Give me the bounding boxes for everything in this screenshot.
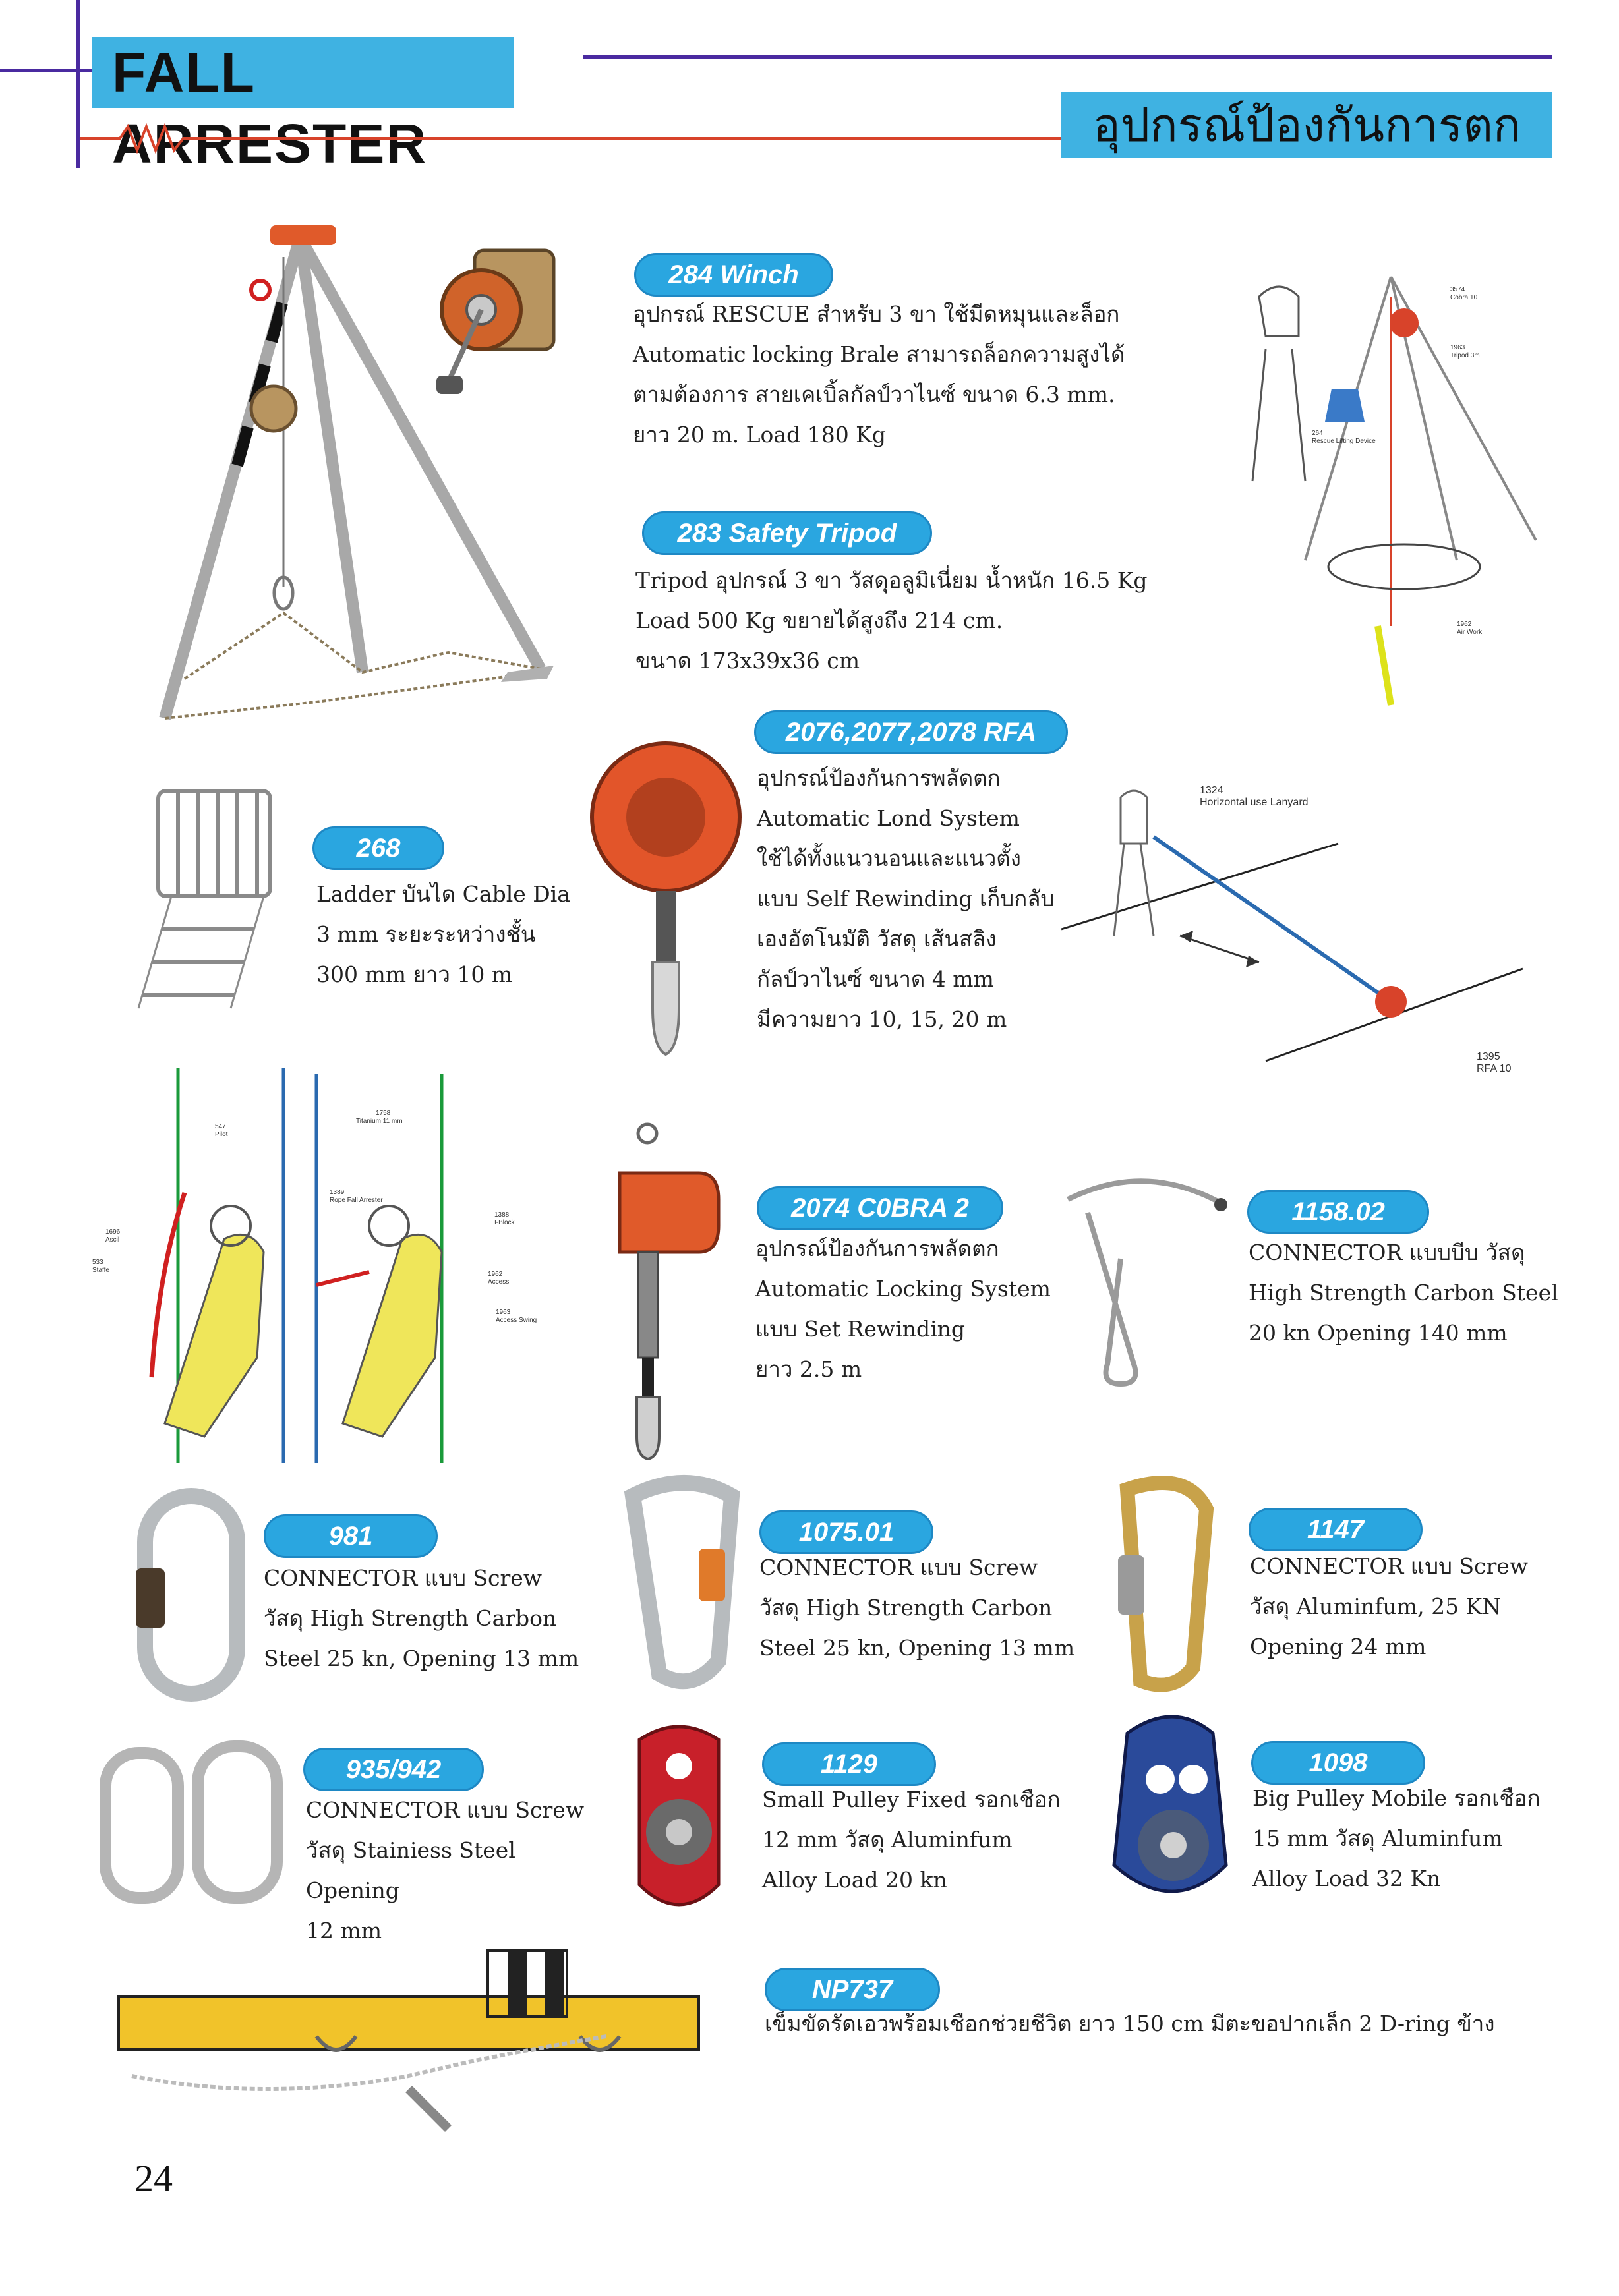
header-top-rule-right: [583, 55, 1552, 59]
diagram-label: 264: [1312, 430, 1323, 437]
diagram-label: Rescue Lifting Device: [1312, 438, 1376, 445]
desc-line: Alloy Load 20 kn: [762, 1867, 947, 1893]
desc-line: อุปกรณ์ RESCUE สำหรับ 3 ขา ใช้มีดหมุนและล็อก: [633, 301, 1120, 327]
diagram-label: Tripod 3m: [1450, 352, 1480, 359]
diagram-label: 1962: [1457, 621, 1472, 628]
product-desc-283: [635, 560, 1183, 681]
desc-line: 12 mm วัสดุ Aluminfum: [762, 1827, 1013, 1852]
quick-link-image: [99, 1740, 297, 1911]
desc-line: CONNECTOR แบบ Screw: [306, 1797, 585, 1823]
desc-line: อุปกรณ์ป้องกันการพลัดตก: [757, 765, 1001, 791]
page-number: 24: [134, 2157, 173, 2200]
desc-line: วัสดุ High Strength Carbon: [264, 1605, 557, 1631]
desc-line: เองอัตโนมัติ วัสดุ เส้นสลิง: [757, 926, 997, 952]
desc-line: วัสดุ Stainiess Steel Opening: [306, 1837, 515, 1903]
desc-line: Small Pulley Fixed รอกเชือก: [762, 1787, 1061, 1812]
product-code-935-942: 935/942: [303, 1748, 484, 1791]
diagram-label: 1758: [376, 1110, 391, 1117]
rope-access-diagram: [92, 1068, 554, 1476]
diagram-label: Cobra 10: [1450, 294, 1478, 301]
safety-belt-image: [119, 1937, 725, 2155]
diagram-label: RFA 10: [1477, 1063, 1512, 1074]
desc-line: ยาว 2.5 m: [755, 1356, 862, 1382]
product-desc-268: [316, 874, 606, 994]
product-code-1129: 1129: [762, 1742, 936, 1786]
rfa-horizontal-diagram: [1061, 778, 1536, 1087]
desc-line: ตามต้องการ สายเคเบิ้ลกัลป์วาไนซ์ ขนาด 6.3 mm.: [633, 382, 1115, 407]
product-code-1075-01: 1075.01: [759, 1510, 933, 1554]
tripod-winch-image: [119, 217, 613, 745]
carabiner-1147-image: [1088, 1476, 1233, 1700]
product-code-284: 284 Winch: [634, 253, 833, 297]
product-code-np737: NP737: [765, 1968, 940, 2011]
desc-line: Steel 25 kn, Opening 13 mm: [264, 1646, 579, 1671]
desc-line: แบบ Set Rewinding: [755, 1316, 966, 1342]
product-desc-np737: [765, 2003, 1569, 2044]
diagram-label: 533: [92, 1259, 103, 1266]
product-code-268: 268: [312, 826, 444, 870]
tripod-rescue-diagram: [1220, 257, 1562, 705]
carabiner-981-image: [125, 1489, 257, 1700]
diagram-label: I-Block: [494, 1219, 515, 1226]
diagram-label: Rope Fall Arrester: [330, 1197, 383, 1204]
diagram-label: 1963: [1450, 344, 1465, 351]
cable-ladder-image: [132, 784, 310, 1021]
desc-line: Alloy Load 32 Kn: [1252, 1866, 1441, 1891]
desc-line: 15 mm วัสดุ Aluminfum: [1252, 1825, 1503, 1851]
small-pulley-image: [613, 1713, 745, 1924]
desc-line: CONNECTOR แบบ Screw: [264, 1565, 543, 1591]
desc-line: Big Pulley Mobile รอกเชือก: [1252, 1785, 1541, 1811]
product-desc-rfa: [757, 758, 1100, 1039]
scaffold-hook-image: [1048, 1173, 1233, 1397]
product-desc-1147: [1250, 1546, 1593, 1667]
diagram-label: Horizontal use Lanyard: [1200, 797, 1309, 808]
product-desc-1075-01: [759, 1547, 1102, 1668]
product-desc-284: [633, 294, 1180, 455]
desc-line: ใช้ได้ทั้งแนวนอนและแนวตั้ง: [757, 846, 1021, 871]
diagram-label: Pilot: [215, 1131, 228, 1138]
diagram-label: Staffe: [92, 1267, 109, 1274]
desc-line: Steel 25 kn, Opening 13 mm: [759, 1635, 1075, 1661]
product-desc-981: [264, 1558, 606, 1679]
diagram-label: 1962: [488, 1271, 503, 1278]
desc-line: 20 kn Opening 140 mm: [1249, 1320, 1508, 1346]
product-code-283: 283 Safety Tripod: [642, 511, 932, 555]
desc-line: CONNECTOR แบบ Screw: [759, 1555, 1038, 1580]
desc-line: วัสดุ Aluminfum, 25 KN: [1250, 1593, 1502, 1619]
big-pulley-image: [1094, 1707, 1239, 1924]
desc-line: วัสดุ High Strength Carbon: [759, 1595, 1053, 1621]
diagram-label: 547: [215, 1123, 226, 1130]
desc-line: Tripod อุปกรณ์ 3 ขา วัสดุอลูมิเนี่ยม น้ำหนัก 16.5 Kg: [635, 567, 1148, 593]
product-desc-1158-02: [1249, 1232, 1604, 1353]
thai-title: อุปกรณ์ป้องกันการตก: [1061, 92, 1552, 158]
desc-line: Automatic Lond System: [757, 805, 1020, 831]
product-code-1158-02: 1158.02: [1247, 1190, 1429, 1234]
desc-line: Automatic Locking System: [755, 1276, 1051, 1302]
desc-line: Ladder บันได Cable Dia: [316, 881, 570, 907]
desc-line: 300 mm ยาว 10 m: [316, 961, 513, 987]
diagram-label: 1389: [330, 1189, 345, 1196]
product-desc-935-942: [306, 1790, 616, 1951]
diagram-label: 1696: [105, 1228, 121, 1236]
desc-line: ยาว 20 m. Load 180 Kg: [633, 422, 886, 447]
product-desc-1129: [762, 1779, 1078, 1900]
carabiner-1075-image: [600, 1476, 751, 1700]
desc-line: High Strength Carbon Steel: [1249, 1280, 1558, 1306]
product-code-rfa: 2076,2077,2078 RFA: [754, 710, 1068, 754]
diagram-label: 1324: [1200, 785, 1223, 796]
diagram-label: Ascil: [105, 1236, 120, 1244]
diagram-label: 1963: [496, 1309, 511, 1316]
desc-line: Load 500 Kg ขยายได้สูงถึง 214 cm.: [635, 608, 1003, 633]
desc-line: อุปกรณ์ป้องกันการพลัดตก: [755, 1236, 999, 1261]
diagram-label: Air Work: [1457, 629, 1483, 636]
desc-line: Opening 24 mm: [1250, 1634, 1427, 1659]
product-code-1098: 1098: [1251, 1741, 1425, 1785]
diagram-label: 1388: [494, 1211, 510, 1219]
desc-line: CONNECTOR แบบ Screw: [1250, 1553, 1529, 1579]
product-code-1147: 1147: [1249, 1508, 1423, 1551]
desc-line: ขนาด 173x39x36 cm: [635, 648, 860, 674]
product-code-981: 981: [264, 1514, 438, 1558]
product-code-2074: 2074 C0BRA 2: [757, 1186, 1003, 1230]
diagram-label: 3574: [1450, 286, 1465, 293]
desc-line: CONNECTOR แบบบีบ วัสดุ: [1249, 1240, 1525, 1265]
diagram-label: Access: [488, 1278, 510, 1286]
diagram-label: Access Swing: [496, 1317, 537, 1324]
diagram-label: Titanium 11 mm: [356, 1118, 403, 1125]
desc-line: 3 mm ระยะระหว่างชั้น: [316, 921, 536, 947]
cobra-retractable-image: [613, 1120, 732, 1463]
page-title: FALL ARRESTER: [92, 37, 514, 108]
product-desc-1098: [1252, 1778, 1595, 1899]
header-zigzag-line: [80, 119, 1069, 158]
desc-line: มีความยาว 10, 15, 20 m: [757, 1006, 1007, 1032]
diagram-label: 1395: [1477, 1051, 1500, 1062]
desc-line: กัลป์วาไนซ์ ขนาด 4 mm: [757, 966, 994, 992]
header-top-rule-left: [0, 69, 92, 72]
rfa-retractable-image: [587, 738, 745, 1061]
desc-line: Automatic locking Brale สามารถล็อกความสูงได้: [633, 341, 1125, 367]
desc-line: แบบ Self Rewinding เก็บกลับ: [757, 886, 1055, 911]
desc-line: เข็มขัดรัดเอวพร้อมเชือกช่วยชีวิต ยาว 150 cm มีตะขอปากเล็ก 2 D-ring ข้าง: [765, 2011, 1495, 2036]
desc-line: 12 mm: [306, 1918, 382, 1943]
